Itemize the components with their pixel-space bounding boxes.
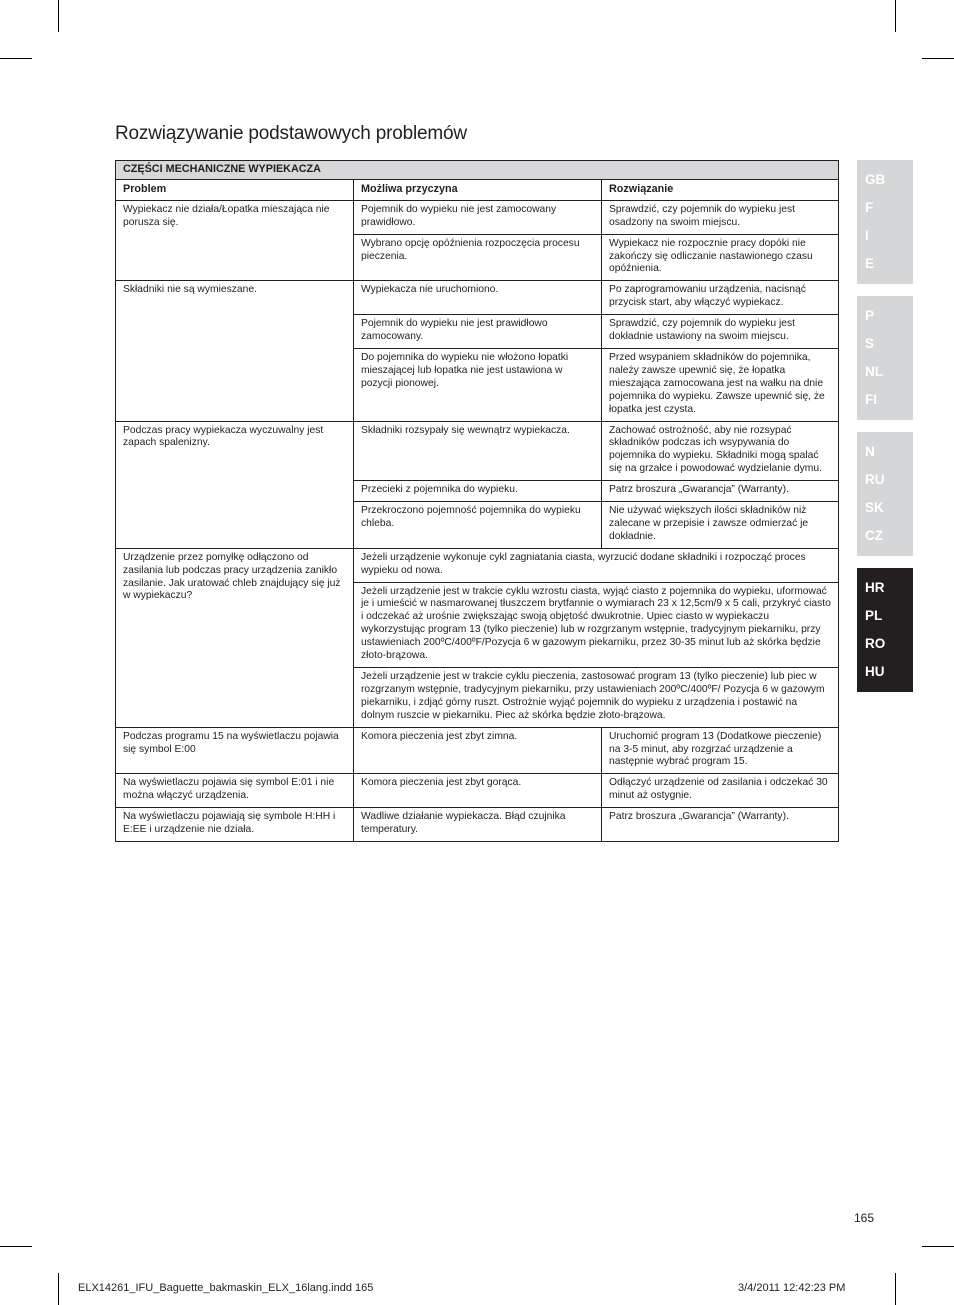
problem-cell: Podczas programu 15 na wyświetlaczu pojawia się symbol E:00 [116,727,354,774]
language-tab-group-4 [857,568,913,692]
language-tab-ru[interactable]: RU [865,472,885,487]
language-tab-hr[interactable]: HR [865,580,885,595]
language-tab-sk[interactable]: SK [865,500,884,515]
language-tab-pl[interactable]: PL [865,608,883,623]
cause-cell: Wadliwe działanie wypiekacza. Błąd czujnika temperatury. [354,808,602,842]
problem-cell: Na wyświetlaczu pojawia się symbol E:01 i nie można włączyć urządzenia. [116,774,354,808]
crop-mark [922,58,954,59]
solution-cell: Sprawdzić, czy pojemnik do wypieku jest osadzony na swoim miejscu. [602,200,839,234]
solution-cell: Nie używać większych ilości składników niż zalecane w przepisie i zawsze odmierzać je dokładnie. [602,502,839,549]
solution-cell: Uruchomić program 13 (Dodatkowe pieczenie) na 3-5 minut, aby rozgrzać urządzenie a następnie wybrać program 15. [602,727,839,774]
language-tab-hu[interactable]: HU [865,664,885,679]
solution-cell: Patrz broszura „Gwarancja” (Warranty). [602,481,839,502]
crop-mark [0,58,32,59]
language-tab-f[interactable]: F [865,200,874,215]
header-problem: Problem [116,179,354,200]
language-tab-nl[interactable]: NL [865,364,883,379]
solution-merged-cell: Jeżeli urządzenie jest w trakcie cyklu pieczenia, zastosować program 13 (tylko pieczenie) lub piec w rozgrzanym wstępnie, tradycyjnym piekarniku, przy ustawieniach 200ºC/400ºF/ Pozycja 6 w gazowym piekarniku, i zdjąć górny ruszt. Ostrożnie wyjąć pojemnik do wypieku z urządzenia i postawić na dolnym ruszcie w piekarniku. Piec aż skórka będzie złoto-brązowa. [354,668,839,728]
page-title: Rozwiązywanie podstawowych problemów [115,122,467,144]
language-tab-fi[interactable]: FI [865,392,877,407]
solution-cell: Wypiekacz nie rozpocznie pracy dopóki nie zakończy się odliczanie nastawionego czasu opóźnienia. [602,234,839,281]
footer-timestamp: 3/4/2011 12:42:23 PM [738,1282,846,1294]
crop-mark [895,1273,896,1305]
cause-cell: Komora pieczenia jest zbyt zimna. [354,727,602,774]
section-title: CZĘŚCI MECHANICZNE WYPIEKACZA [116,161,839,180]
table-row [116,774,839,808]
problem-cell: Podczas pracy wypiekacza wyczuwalny jest zapach spalenizny. [116,421,354,548]
solution-cell: Odłączyć urządzenie od zasilania i odczekać 30 minut aż ostygnie. [602,774,839,808]
table-row [116,421,839,481]
language-tab-gb[interactable]: GB [865,172,886,187]
section-header-row [116,161,839,180]
table-row [116,727,839,774]
crop-mark [58,0,59,32]
language-tab-e[interactable]: E [865,256,875,271]
language-tab-s[interactable]: S [865,336,875,351]
language-tab-group-3 [857,432,913,556]
crop-mark [58,1273,59,1305]
problem-cell: Urządzenie przez pomyłkę odłączono od zasilania lub podczas pracy urządzenia zanikło zasilanie. Jak uratować chleb znajdujący się już w wypiekaczu? [116,548,354,727]
troubleshooting-table [115,160,839,842]
solution-cell: Przed wsypaniem składników do pojemnika, należy zawsze upewnić się, że łopatka mieszająca zamocowana jest na wałku na dnie pojemnika do wypieku. Zawsze upewnić się, że łopatka jest czysta. [602,348,839,421]
header-solution: Rozwiązanie [602,179,839,200]
language-tab-group-1 [857,160,913,284]
solution-cell: Sprawdzić, czy pojemnik do wypieku jest dokładnie ustawiony na swoim miejscu. [602,315,839,349]
table-row [116,808,839,842]
cause-cell: Do pojemnika do wypieku nie włożono łopatki mieszającej lub łopatka nie jest ustawiona w pozycji pionowej. [354,348,602,421]
table-row [116,200,839,234]
language-tab-p[interactable]: P [865,308,875,323]
language-tab-n[interactable]: N [865,444,875,459]
cause-cell: Komora pieczenia jest zbyt gorąca. [354,774,602,808]
language-tab-group-2 [857,296,913,420]
crop-mark [922,1246,954,1247]
problem-cell: Składniki nie są wymieszane. [116,281,354,421]
solution-cell: Po zaprogramowaniu urządzenia, nacisnąć przycisk start, aby włączyć wypiekacz. [602,281,839,315]
cause-cell: Wypiekacza nie uruchomiono. [354,281,602,315]
cause-cell: Składniki rozsypały się wewnątrz wypiekacza. [354,421,602,481]
solution-cell: Zachować ostrożność, aby nie rozsypać składników podczas ich wsypywania do pojemnika do wypieku. Składniki mogą spalać się na grzałce i powodować wydzielanie dymu. [602,421,839,481]
problem-cell: Na wyświetlaczu pojawiają się symbole H:HH i E:EE i urządzenie nie działa. [116,808,354,842]
cause-cell: Pojemnik do wypieku nie jest prawidłowo zamocowany. [354,315,602,349]
language-tab-i[interactable]: I [865,228,869,243]
cause-cell: Pojemnik do wypieku nie jest zamocowany prawidłowo. [354,200,602,234]
table-row [116,281,839,315]
language-tab-ro[interactable]: RO [865,636,886,651]
problem-cell: Wypiekacz nie działa/Łopatka mieszająca nie porusza się. [116,200,354,281]
solution-merged-cell: Jeżeli urządzenie wykonuje cykl zagniatania ciasta, wyrzucić dodane składniki i rozpocząć proces wypieku od nowa. [354,548,839,582]
table-row [116,548,839,582]
column-header-row [116,179,839,200]
cause-cell: Przekroczono pojemność pojemnika do wypieku chleba. [354,502,602,549]
crop-mark [0,1246,32,1247]
cause-cell: Przecieki z pojemnika do wypieku. [354,481,602,502]
crop-mark [895,0,896,32]
solution-merged-cell: Jeżeli urządzenie jest w trakcie cyklu wzrostu ciasta, wyjąć ciasto z pojemnika do wypieku, uformować je i umieścić w nasmarowanej tłuszczem brytfannie o wymiarach 23 x 12,5cm/9 x 5 cali, przykryć ciasto i odczekać aż urośnie zwiększając swoją objętość dwukrotnie. Upiec ciasto w wypiekaczu wykorzystując program 13 (tylko pieczenie) lub w rozgrzanym wstępnie, tradycyjnym piekarniku, przy ustawieniach 200ºC/400ºF/Pozycja 6 w gazowym piekarniku, przez 30-35 minut lub aż skórka będzie złoto-brązowa. [354,582,839,667]
cause-cell: Wybrano opcję opóźnienia rozpoczęcia procesu pieczenia. [354,234,602,281]
solution-cell: Patrz broszura „Gwarancja” (Warranty). [602,808,839,842]
footer-filename: ELX14261_IFU_Baguette_bakmaskin_ELX_16lang.indd 165 [78,1282,374,1294]
language-tab-cz[interactable]: CZ [865,528,883,543]
page-number: 165 [854,1211,875,1225]
header-cause: Możliwa przyczyna [354,179,602,200]
